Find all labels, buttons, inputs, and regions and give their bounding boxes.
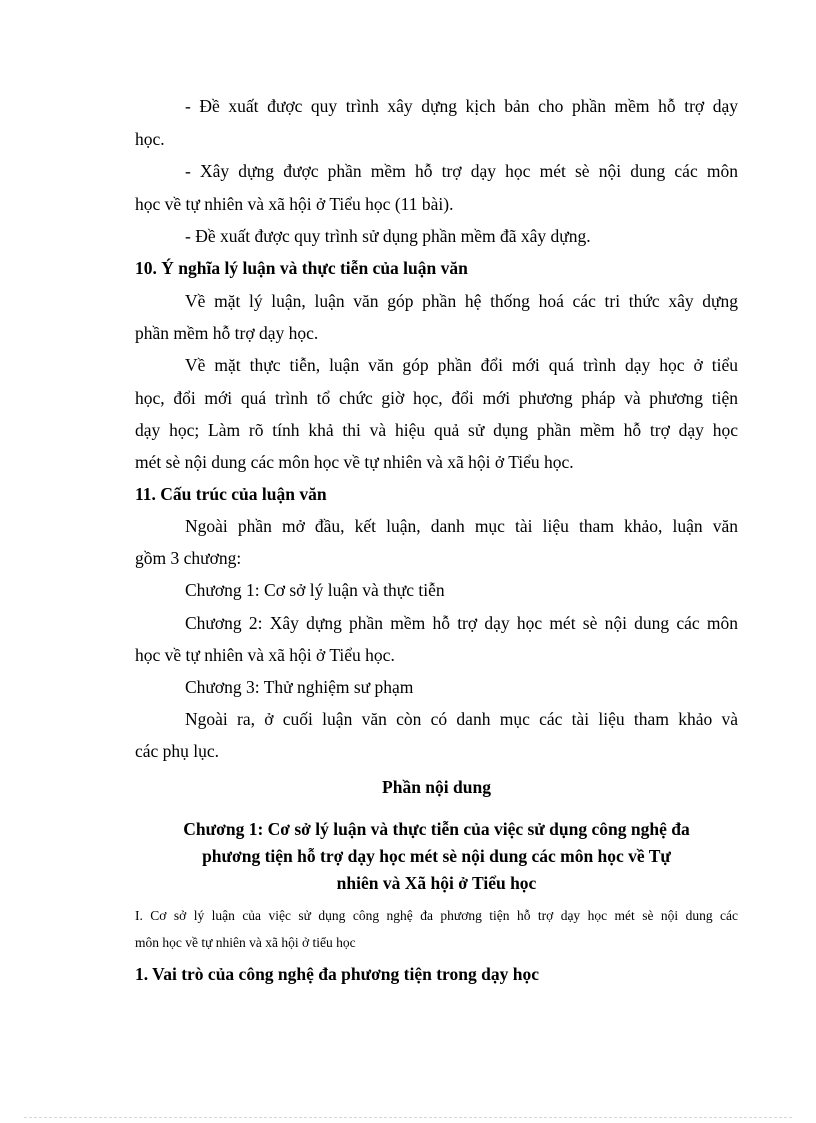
- section-10-p2-line-2: học, đổi mới quá trình tổ chức giờ học, đổi mới phương pháp và phương tiện: [135, 388, 738, 408]
- result-item-1-line-1: - Đề xuất được quy trình xây dựng kịch bản cho phần mềm hỗ trợ dạy: [185, 96, 738, 116]
- chapter-3-summary: Chương 3: Thử nghiệm sư phạm: [185, 677, 414, 697]
- section-11-p1-line-1: Ngoài phần mở đầu, kết luận, danh mục tài liệu tham khảo, luận văn: [185, 516, 738, 536]
- subsection-heading-line-2: môn học về tự nhiên và xã hội ở tiểu học: [135, 935, 356, 950]
- subsection-heading-line-1: I. Cơ sở lý luận của việc sử dụng công nghệ đa phương tiện hỗ trợ dạy học mét sè nội dung các: [135, 908, 738, 923]
- section-11-p2-line-1: Ngoài ra, ở cuối luận văn còn có danh mục các tài liệu tham khảo và: [185, 709, 738, 729]
- section-11-heading: 11. Cấu trúc của luận văn: [135, 484, 327, 504]
- result-item-2-line-1: - Xây dựng được phần mềm hỗ trợ dạy học mét sè nội dung các môn: [185, 161, 738, 181]
- result-item-3: - Đề xuất được quy trình sử dụng phần mềm đã xây dựng.: [185, 226, 591, 246]
- part-title: Phần nội dung: [382, 777, 491, 797]
- chapter-2-summary-line-1: Chương 2: Xây dựng phần mềm hỗ trợ dạy học mét sè nội dung các môn: [185, 613, 738, 633]
- section-10-p2-line-3: dạy học; Làm rõ tính khả thi và hiệu quả sử dụng phần mềm hỗ trợ dạy học: [135, 420, 738, 440]
- chapter-1-summary: Chương 1: Cơ sở lý luận và thực tiễn: [185, 580, 445, 600]
- section-11-p1-line-2: gồm 3 chương:: [135, 548, 242, 568]
- section-10-heading: 10. Ý nghĩa lý luận và thực tiễn của luận văn: [135, 258, 468, 278]
- page-bottom-rule: [24, 1117, 792, 1118]
- section-10-p2-line-4: mét sè nội dung các môn học về tự nhiên và xã hội ở Tiểu học.: [135, 452, 574, 472]
- section-11-p2-line-2: các phụ lục.: [135, 741, 220, 761]
- chapter-title-line-3: nhiên và Xã hội ở Tiểu học: [336, 873, 537, 893]
- section-10-p1-line-1: Về mặt lý luận, luận văn góp phần hệ thống hoá các tri thức xây dựng: [185, 291, 738, 311]
- chapter-title-line-2: phương tiện hỗ trợ dạy học mét sè nội dung các môn học về Tự: [202, 846, 671, 866]
- chapter-title-line-1: Chương 1: Cơ sở lý luận và thực tiễn của việc sử dụng công nghệ đa: [183, 819, 690, 839]
- result-item-1-line-2: học.: [135, 129, 165, 149]
- chapter-2-summary-line-2: học về tự nhiên và xã hội ở Tiểu học.: [135, 645, 395, 665]
- section-10-p2-line-1: Về mặt thực tiễn, luận văn góp phần đổi mới quá trình dạy học ở tiểu: [185, 355, 738, 375]
- heading-1-role-of-multimedia: 1. Vai trò của công nghệ đa phương tiện trong dạy học: [135, 964, 539, 984]
- result-item-2-line-2: học về tự nhiên và xã hội ở Tiểu học (11 bài).: [135, 194, 454, 214]
- section-10-p1-line-2: phần mềm hỗ trợ dạy học.: [135, 323, 319, 343]
